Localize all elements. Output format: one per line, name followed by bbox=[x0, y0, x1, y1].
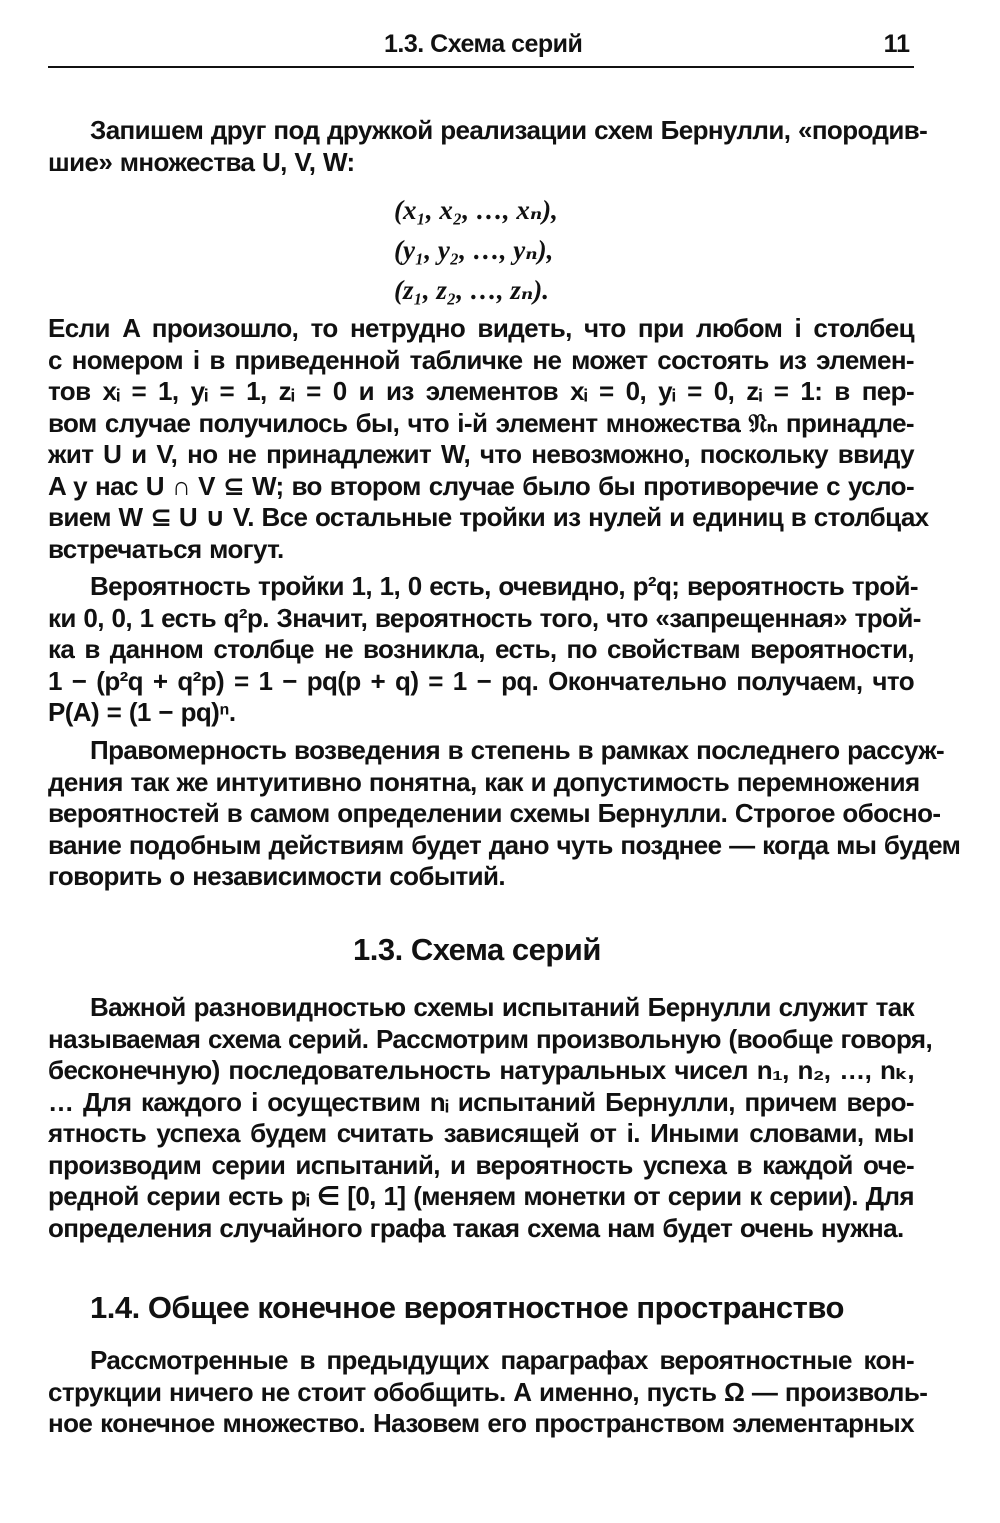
text-line: дения так же интуитивно понятна, как и допустимость перемножения bbox=[48, 766, 920, 797]
text-line: Запишем друг под дружкой реализации схем Бернулли, «породив- bbox=[90, 115, 928, 145]
section-heading-1-4: 1.4. Общее конечное вероятностное пространство bbox=[90, 1290, 844, 1325]
paragraph-intro bbox=[48, 115, 928, 178]
text-line: Вероятность тройки 1, 1, 0 есть, очевидно, p²q; вероятность трой- bbox=[90, 571, 918, 601]
text-line: ка в данном столбце не возникла, есть, по свойствам вероятности, bbox=[48, 634, 914, 664]
text-line: ное конечное множество. Назовем его пространством элементарных bbox=[48, 1408, 914, 1438]
text-line: Рассмотренные в предыдущих параграфах вероятностные кон- bbox=[90, 1345, 914, 1375]
text-line: говорить о независимости событий. bbox=[48, 861, 505, 891]
text-line: вом случае получилось бы, что i-й элемент множества 𝔑ₙ принадле- bbox=[48, 407, 914, 438]
paragraph-probability bbox=[48, 571, 921, 729]
paragraph-general-space bbox=[48, 1345, 928, 1440]
text-line: с номером i в приведенной табличке не может состоять из элемен- bbox=[48, 344, 914, 375]
text-line: Важной разновидностью схемы испытаний Бернулли служит так bbox=[90, 992, 914, 1022]
paragraph-justification bbox=[48, 735, 961, 893]
text-line: ятность успеха будем считать зависящей от i. Иными словами, мы bbox=[48, 1118, 914, 1148]
paragraph-series-scheme bbox=[48, 992, 933, 1244]
text-line: бесконечную) последовательность натуральных чисел n₁, n₂, …, nₖ, bbox=[48, 1055, 914, 1085]
text-line: 1 − (p²q + q²p) = 1 − pq(p + q) = 1 − pq. Окончательно получаем, что bbox=[48, 665, 914, 696]
running-head-title: 1.3. Схема серий bbox=[384, 30, 583, 58]
text-line: производим серии испытаний, и вероятность успеха в каждой оче- bbox=[48, 1149, 914, 1180]
text-line: … Для каждого i осуществим nᵢ испытаний Бернулли, причем веро- bbox=[48, 1086, 914, 1117]
text-line: A у нас U ∩ V ⊆ W; во втором случае было бы противоречие с усло- bbox=[48, 470, 914, 501]
text-line: вероятностей в самом определении схемы Бернулли. Строгое обосно- bbox=[48, 798, 941, 828]
text-line: ки 0, 0, 1 есть q²p. Значит, вероятность того, что «запрещенная» трой- bbox=[48, 602, 921, 633]
text-line: редной серии есть pᵢ ∈ [0, 1] (меняем монетки от серии к серии). Для bbox=[48, 1181, 914, 1211]
section-heading-1-3: 1.3. Схема серий bbox=[353, 932, 601, 967]
text-line: вание подобным действиям будет дано чуть позднее — когда мы будем bbox=[48, 829, 961, 860]
text-line: Правомерность возведения в степень в рамках последнего рассуж- bbox=[90, 735, 945, 765]
tuple-z: (z₁, z₂, …, zₙ). bbox=[394, 275, 549, 305]
text-line: шие» множества U, V, W: bbox=[48, 146, 355, 177]
text-line: называемая схема серий. Рассмотрим произвольную (вообще говоря, bbox=[48, 1023, 933, 1054]
text-line: жит U и V, но не принадлежит W, что невозможно, поскольку ввиду bbox=[48, 439, 914, 469]
text-line: P(A) = (1 − pq)ⁿ. bbox=[48, 697, 236, 727]
text-line: тов xᵢ = 1, yᵢ = 1, zᵢ = 0 и из элементов xᵢ = 0, yᵢ = 0, zᵢ = 1: в пер- bbox=[48, 376, 914, 406]
text-line: встречаться могут. bbox=[48, 533, 284, 564]
text-line: определения случайного графа такая схема нам будет очень нужна. bbox=[48, 1212, 904, 1243]
text-line: вием W ⊆ U ∪ V. Все остальные тройки из нулей и единиц в столбцах bbox=[48, 502, 929, 532]
running-head bbox=[48, 30, 914, 68]
tuple-y: (y₁, y₂, …, yₙ), bbox=[394, 235, 554, 265]
page-number: 11 bbox=[883, 30, 910, 58]
tuple-x: (x₁, x₂, …, xₙ), bbox=[394, 195, 558, 225]
text-line: струкции ничего не стоит обобщить. А именно, пусть Ω — произволь- bbox=[48, 1376, 928, 1407]
tuple-display bbox=[394, 190, 558, 310]
paragraph-proof bbox=[48, 313, 929, 565]
text-line: Если A произошло, то нетрудно видеть, что при любом i столбец bbox=[48, 313, 914, 343]
